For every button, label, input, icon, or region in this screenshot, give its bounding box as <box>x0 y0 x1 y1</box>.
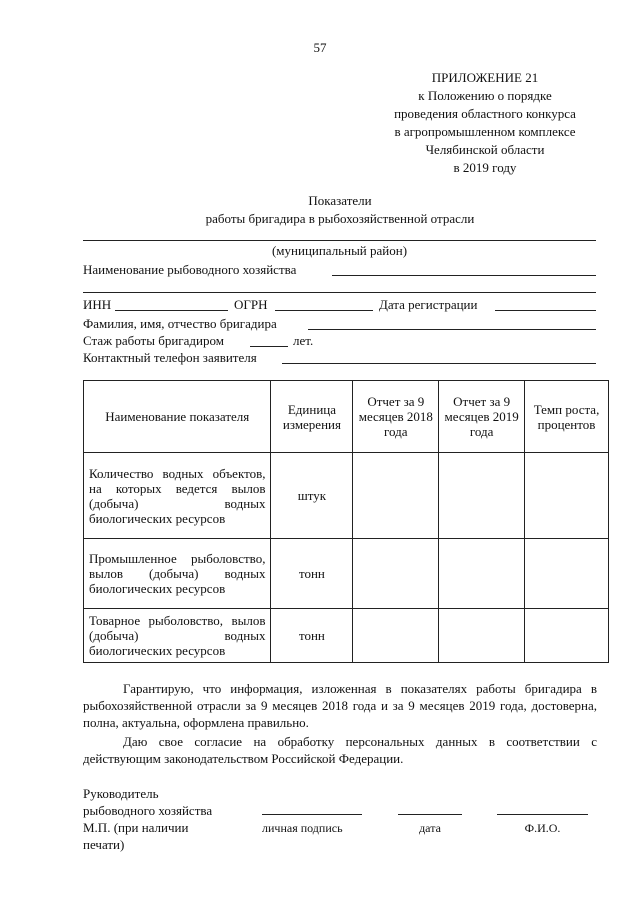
table-row <box>84 609 609 663</box>
growth-rate-cell[interactable] <box>525 453 609 539</box>
report-2019-cell[interactable] <box>439 539 525 609</box>
appendix-line: проведения областного конкурса <box>394 106 576 121</box>
experience-field[interactable] <box>250 346 288 347</box>
report-2019-cell[interactable] <box>439 453 525 539</box>
appendix-line: в 2019 году <box>453 160 517 175</box>
signature-field[interactable] <box>262 814 362 815</box>
stamp-note-line2: печати) <box>83 837 125 852</box>
header-report-2019: Отчет за 9 месяцев 2019 года <box>439 381 525 453</box>
appendix-line: к Положению о порядке <box>418 88 552 103</box>
unit-cell: тонн <box>271 539 353 609</box>
ogrn-label: ОГРН <box>234 297 268 312</box>
date-field[interactable] <box>398 814 462 815</box>
unit-cell: штук <box>271 453 353 539</box>
appendix-block <box>340 70 630 176</box>
appendix-line: Челябинской области <box>425 142 545 157</box>
head-title-line2: рыбоводного хозяйства <box>83 803 213 818</box>
report-2018-cell[interactable] <box>353 453 439 539</box>
date-label: дата <box>419 821 441 835</box>
fio-label: Ф.И.О. <box>524 821 561 835</box>
foreman-name-label: Фамилия, имя, отчество бригадира <box>83 316 277 331</box>
contact-phone-label: Контактный телефон заявителя <box>83 350 257 365</box>
inn-label: ИНН <box>83 297 112 312</box>
head-title-line1: Руководитель <box>83 786 159 801</box>
contact-phone-field[interactable] <box>282 363 596 364</box>
experience-unit: лет. <box>293 333 314 348</box>
registration-date-label: Дата регистрации <box>379 297 478 312</box>
guarantee-paragraph: Гарантирую, что информация, изложенная в показателях работы бригадира в рыбохозяйственной отрасли за 9 месяцев 2018 года и за 9 месяцев 2019 года, достоверна, полна, актуальна, оформлена правильно. <box>83 681 597 730</box>
municipal-district-field[interactable] <box>83 240 596 241</box>
consent-paragraph: Даю свое согласие на обработку персональных данных в соответствии с действующим законодательством Российской Федерации. <box>83 734 597 766</box>
indicator-name-cell: Товарное рыболовство, вылов (добыча) водных биологических ресурсов <box>84 609 271 663</box>
farm-name-field-extra[interactable] <box>83 292 596 293</box>
table-row <box>84 453 609 539</box>
growth-rate-cell[interactable] <box>525 539 609 609</box>
farm-name-label: Наименование рыбоводного хозяйства <box>83 262 297 277</box>
page-number: 57 <box>313 40 327 55</box>
header-growth-rate: Темп роста, процентов <box>525 381 609 453</box>
experience-label: Стаж работы бригадиром <box>83 333 224 348</box>
header-report-2018: Отчет за 9 месяцев 2018 года <box>353 381 439 453</box>
registration-date-field[interactable] <box>495 310 596 311</box>
report-2018-cell[interactable] <box>353 609 439 663</box>
header-indicator-name: Наименование показателя <box>84 381 271 453</box>
heading-line2: работы бригадира в рыбохозяйственной отрасли <box>205 211 475 226</box>
stamp-note-line1: М.П. (при наличии <box>83 820 189 835</box>
unit-cell: тонн <box>271 609 353 663</box>
table-header-row <box>84 381 609 453</box>
report-2018-cell[interactable] <box>353 539 439 609</box>
indicator-name-cell: Количество водных объектов, на которых ведется вылов (добыча) водных биологических ресурсов <box>84 453 271 539</box>
heading-line1: Показатели <box>308 193 372 208</box>
indicators-table <box>83 380 609 663</box>
table-row <box>84 539 609 609</box>
municipal-caption: (муниципальный район) <box>271 243 408 258</box>
signature-label: личная подпись <box>262 821 343 835</box>
report-2019-cell[interactable] <box>439 609 525 663</box>
header-unit: Единица измерения <box>271 381 353 453</box>
ogrn-field[interactable] <box>275 310 373 311</box>
appendix-line: в агропромышленном комплексе <box>394 124 576 139</box>
appendix-title: ПРИЛОЖЕНИЕ 21 <box>431 70 539 85</box>
growth-rate-cell[interactable] <box>525 609 609 663</box>
fio-field[interactable] <box>497 814 588 815</box>
inn-field[interactable] <box>115 310 228 311</box>
farm-name-field[interactable] <box>332 275 596 276</box>
foreman-name-field[interactable] <box>308 329 596 330</box>
indicator-name-cell: Промышленное рыболовство, вылов (добыча) водных биологических ресурсов <box>84 539 271 609</box>
document-heading <box>150 193 530 227</box>
